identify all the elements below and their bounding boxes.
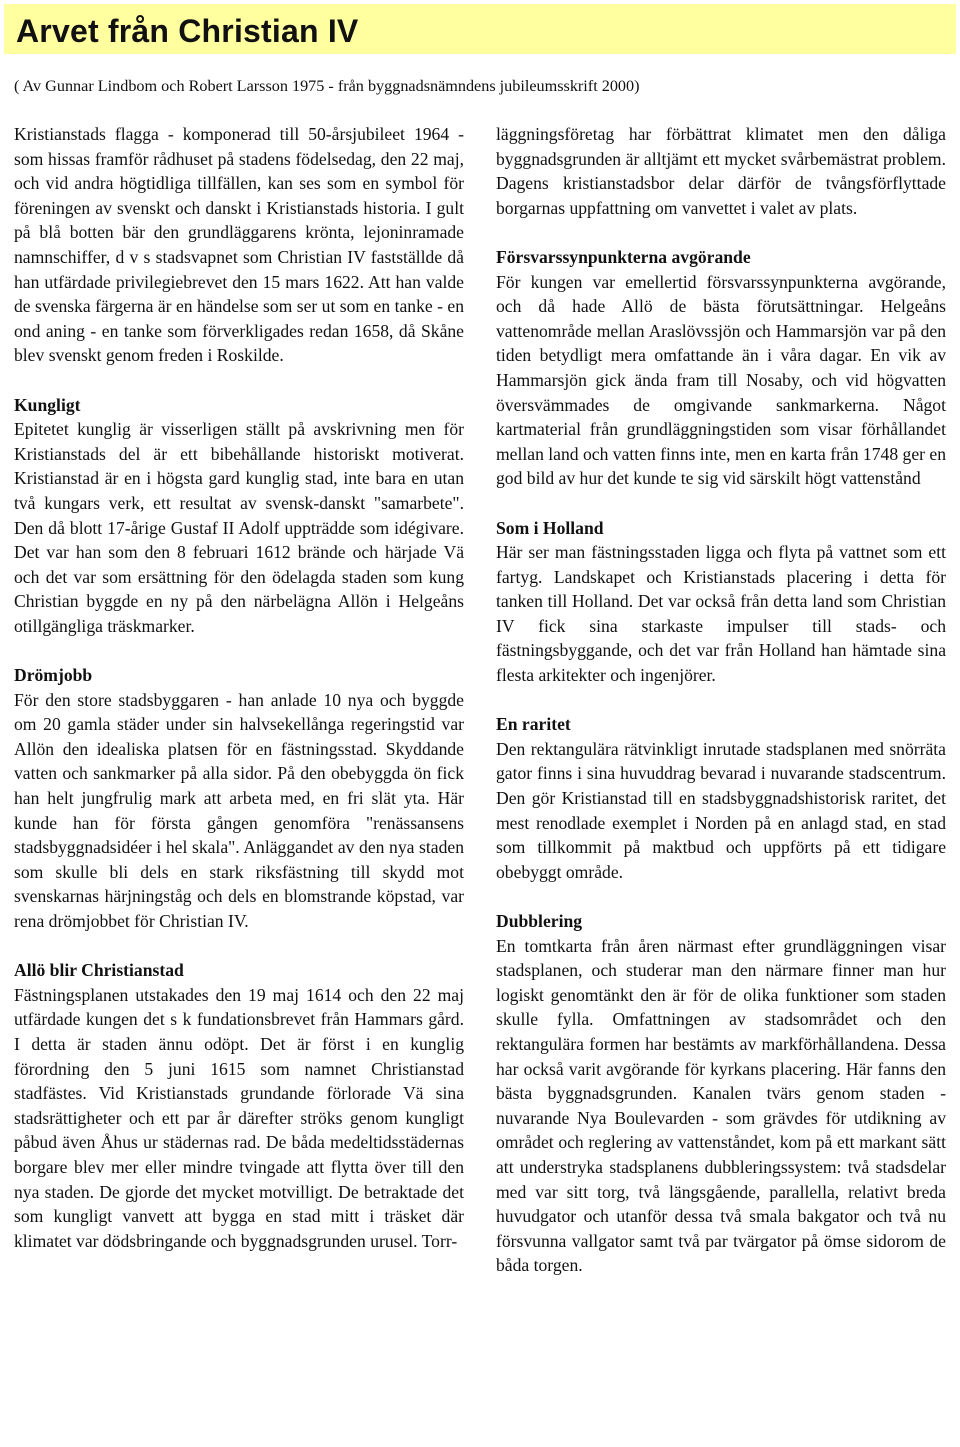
section-text-raritet: Den rektangulära rätvinkligt inrutade stadsplanen med snörräta gator finns i sina huvuddrag bevarad i nuvarande stadscentrum. Den gör Kristianstad till en stadsbyggnadshistorisk raritet, det mest renodlade exemplet i Norden på en anlagd stad, en stad som tillkommit på maktbud och uppförts på ett tidigare obebyggt område.	[496, 738, 946, 882]
continued-paragraph: läggningsföretag har förbättrat klimatet men den dåliga byggnadsgrunden är alltjämt ett mycket svårbemästrat problem. Dagens kristianstadsbor delar därför de tvångsförflyttade borgarnas uppfattning om vanvettet i valet av plats.	[496, 124, 946, 218]
section-heading-forsvar: Försvarssynpunkterna avgörande	[496, 246, 751, 267]
section-heading-dromjobb: Drömjobb	[14, 665, 93, 686]
section-heading-kungligt: Kungligt	[14, 394, 81, 415]
section-text-dubblering: En tomtkarta från åren närmast efter grundläggningen visar stadsplanen, och studerar man den närmare finner man hur logiskt genomtänkt den är för de olika funktioner som staden skulle fylla. Omfattningen av stadsområdet och den rektangulära formen har bestämts av markförhållandena. Dessa har också varit avgörande för kyrkans placering. Här fanns den bästa byggnadsgrunden. Kanalen tvärs genom staden - nuvarande Nya Boulevarden - som grävdes för utdikning av området och reglering av vattenståndet, kom på ett markant sätt att understryka stadsplanens dubbleringssystem: två stadsdelar med var sitt torg, två längsgående, parallella, relativt breda huvudgator och utanför dessa två smala bakgator och två nu försvunna vallgator samt två par tvärgator på ömse sidorom de båda torgen.	[496, 935, 946, 1276]
section-text-forsvar: För kungen var emellertid försvarssynpunkterna avgörande, och då hade Allö de bästa förutsättningar. Helgeåns vattenområde mellan Araslövssjön och Hammarsjön var på den tiden betydligt mera omfattande än i våra dagar. En vik av Hammarsjön gick ända fram till Nosaby, och vid högvatten översvämmades de omgivande sankmarkerna. Något kartmaterial från grundläggningstiden som visar förhållandet mellan land och vatten finns inte, men en karta från 1748 ger en god bild av hur det kunde te sig vid särskilt högt vattenstånd	[496, 271, 946, 489]
section-text-kungligt: Epitetet kunglig är visserligen ställt på avskrivning men för Kristianstads del är ett bibehållande historiskt motiverat. Kristianstad är en i högsta gard kunglig stad, inte bara en utan två kungars verk, ett resultat av svensk-danskt "samarbete". Den då blott 17-årige Gustaf II Adolf uppträdde som idégivare. Det var han som den 8 februari 1612 brände och härjade Vä och det var som ersättning för den ödelagda staden som kung Christian byggde en ny på den närbelägna Allön i Helgeåns otillgängliga träskmarker.	[14, 419, 464, 636]
section-heading-holland: Som i Holland	[496, 517, 604, 538]
right-column	[496, 122, 946, 1278]
left-column	[14, 122, 464, 1253]
byline: ( Av Gunnar Lindbom och Robert Larsson 1975 - från byggnadsnämndens jubileumsskrift 2000)	[14, 77, 640, 95]
section-text-dromjobb: För den store stadsbyggaren - han anlade 10 nya och byggde om 20 gamla städer under sin halvsekellånga regeringstid var Allön den idealiska platsen för en fästningsstad. Skyddande vatten och sankmarker på alla sidor. På den obebyggda ön fick han helt jungfrulig mark att arbeta med, en fri slät yta. Här kunde han för första gången genomföra "renässansens stadsbyggnadsidéer i hel skala". Anläggandet av den nya staden som skulle bli dels en stark riksfästning till skydd mot svenskarnas härjningståg och dels en blomstrande köpstad, var rena drömjobbet för Christian IV.	[14, 689, 464, 931]
section-heading-raritet: En raritet	[496, 714, 571, 735]
section-heading-dubblering: Dubblering	[496, 911, 583, 931]
section-heading-allo: Allö blir Christianstad	[14, 960, 184, 981]
title-bar	[4, 4, 956, 54]
page-title: Arvet från Christian IV	[16, 13, 359, 49]
intro-paragraph: Kristianstads flagga - komponerad till 50-årsjubileet 1964 - som hissas framför rådhuset på stadens födelsedag, den 22 maj, och vid andra högtidliga tillfällen, kan ses som en symbol för föreningen av svenskt och danskt i Kristianstads historia. I gult på blå botten bär den grundläggarens krönta, lejoninramade namnschiffer, d v s stadsvapnet som Christian IV fastställde då han utfärdade privilegiebrevet den 15 mars 1622. Att han valde de svenska färgerna är en händelse som ser ut som en tanke - en ond aning - en tanke som förverkligades redan 1658, då Skåne blev svenskt genom freden i Roskilde.	[14, 124, 464, 366]
section-text-holland: Här ser man fästningsstaden ligga och flyta på vattnet som ett fartyg. Landskapet och Kristianstads placering i detta för tanken till Holland. Det var också från detta land som Christian IV fick sina starkaste impulser till stads- och fästningsbyggande, och det var från Holland han hämtade sina flesta arkitekter och ingenjörer.	[496, 542, 946, 686]
section-text-allo: Fästningsplanen utstakades den 19 maj 1614 och den 22 maj utfärdade kungen det s k fundationsbrevet från Hammars gård. I detta är staden ännu odöpt. Det är först i en kunglig förordning den 5 juni 1615 som namnet Christianstad stadfästes. Vid Kristianstads grundande förlorade Vä sina stadsrättigheter och ett par år därefter ströks genom kungligt påbud även Åhus ur städernas rad. De båda medeltidsstädernas borgare blev mer eller mindre tvingade att flytta över till den nya staden. De gjorde det mycket motvilligt. De betraktade det som kungligt vanvett att bygga en stad mitt i träsket där klimatet var dödsbringande och byggnadsgrunden urusel. Torr-	[14, 984, 464, 1251]
